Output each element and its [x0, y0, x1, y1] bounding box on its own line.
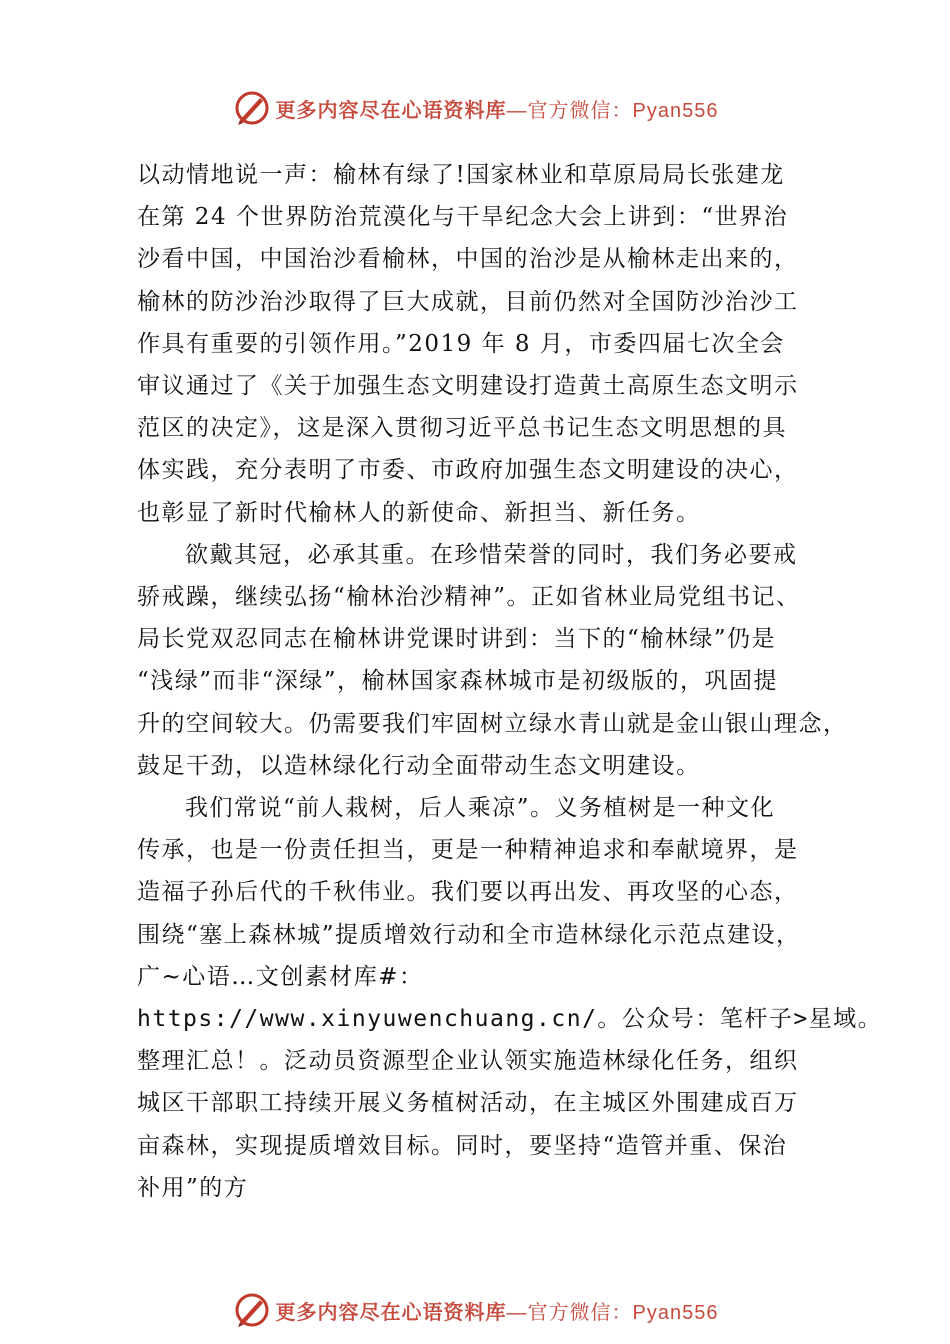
- paragraph-2: [137, 534, 848, 787]
- pen-logo-icon: [232, 1290, 272, 1330]
- banner-separator: —: [506, 99, 528, 122]
- text-line: 作具有重要的引领作用。”2019 年 8 月，市委四届七次全会: [137, 330, 785, 357]
- text-line: 范区的决定》，这是深入贯彻习近平总书记生态文明思想的具: [137, 415, 787, 442]
- text-line: 榆林的防沙治沙取得了巨大成就，目前仍然对全国防沙治沙工: [137, 288, 799, 315]
- footer-banner: [0, 1288, 950, 1332]
- text-line: 补用”的方: [137, 1174, 249, 1201]
- text-line: 造福子孙后代的千秋伟业。我们要以再出发、再攻坚的心态，: [137, 879, 799, 906]
- banner-content: [232, 1290, 719, 1330]
- banner-wechat-label: 官方微信：: [527, 1301, 633, 1324]
- banner-content: [232, 88, 719, 128]
- text-line: 鼓足干劲，以造林绿化行动全面带动生态文明建设。: [137, 752, 701, 779]
- url-line: https://www.xinyuwenchuang.cn/。公众号：笔杆子>星域。: [137, 1006, 883, 1033]
- banner-brand: 更多内容尽在心语资料库: [275, 99, 507, 122]
- text-line: 城区干部职工持续开展义务植树活动，在主城区外围建成百万: [137, 1090, 799, 1117]
- banner-wechat-label: 官方微信：: [527, 99, 633, 122]
- text-line: 升的空间较大。仍需要我们牢固树立绿水青山就是金山银山理念，: [137, 710, 848, 737]
- banner-brand: 更多内容尽在心语资料库: [275, 1301, 507, 1324]
- text-line: 整理汇总！。泛动员资源型企业认领实施造林绿化任务，组织: [137, 1048, 799, 1075]
- banner-text: [276, 94, 719, 123]
- text-line: 以动情地说一声：榆林有绿了!国家林业和草原局局长张建龙: [137, 162, 785, 188]
- header-banner: [0, 86, 950, 130]
- paragraph-1: [137, 154, 837, 534]
- banner-wechat-id: Pyan556: [632, 1301, 719, 1324]
- banner-wechat-id: Pyan556: [632, 99, 719, 122]
- text-line: 广~心语…文创素材库#：: [137, 963, 424, 990]
- text-line: 局长党双忍同志在榆林讲党课时讲到：当下的“榆林绿”仍是: [137, 626, 777, 653]
- text-line: 沙看中国，中国治沙看榆林，中国的治沙是从榆林走出来的，: [137, 246, 799, 273]
- banner-separator: —: [506, 1301, 528, 1324]
- text-line: 亩森林，实现提质增效目标。同时，要坚持“造管并重、保治: [137, 1132, 788, 1159]
- document-body: [137, 154, 883, 1209]
- text-line: 欲戴其冠，必承其重。在珍惜荣誉的同时，我们务必要戒: [185, 541, 798, 568]
- pen-logo-icon: [232, 88, 272, 128]
- text-line: 围绕“塞上森林城”提质增效行动和全市造林绿化示范点建设，: [137, 921, 801, 948]
- banner-text: [276, 1296, 719, 1325]
- text-line: 审议通过了《关于加强生态文明建设打造黄土高原生态文明示: [137, 373, 799, 400]
- text-line: 骄戒躁，继续弘扬“榆林治沙精神”。正如省林业局党组书记、: [137, 584, 801, 611]
- text-line: 体实践，充分表明了市委、市政府加强生态文明建设的决心，: [137, 457, 799, 484]
- text-line: 也彰显了新时代榆林人的新使命、新担当、新任务。: [137, 499, 701, 526]
- text-line: “浅绿”而非“深绿”，榆林国家森林城市是初级版的，巩固提: [137, 668, 779, 695]
- text-line: 传承，也是一份责任担当，更是一种精神追求和奉献境界，是: [137, 837, 799, 864]
- text-line: 我们常说“前人栽树，后人乘凉”。义务植树是一种文化: [185, 795, 776, 822]
- paragraph-3: [137, 787, 883, 1209]
- text-line: 在第 24 个世界防治荒漠化与干旱纪念大会上讲到：“世界治: [137, 204, 789, 231]
